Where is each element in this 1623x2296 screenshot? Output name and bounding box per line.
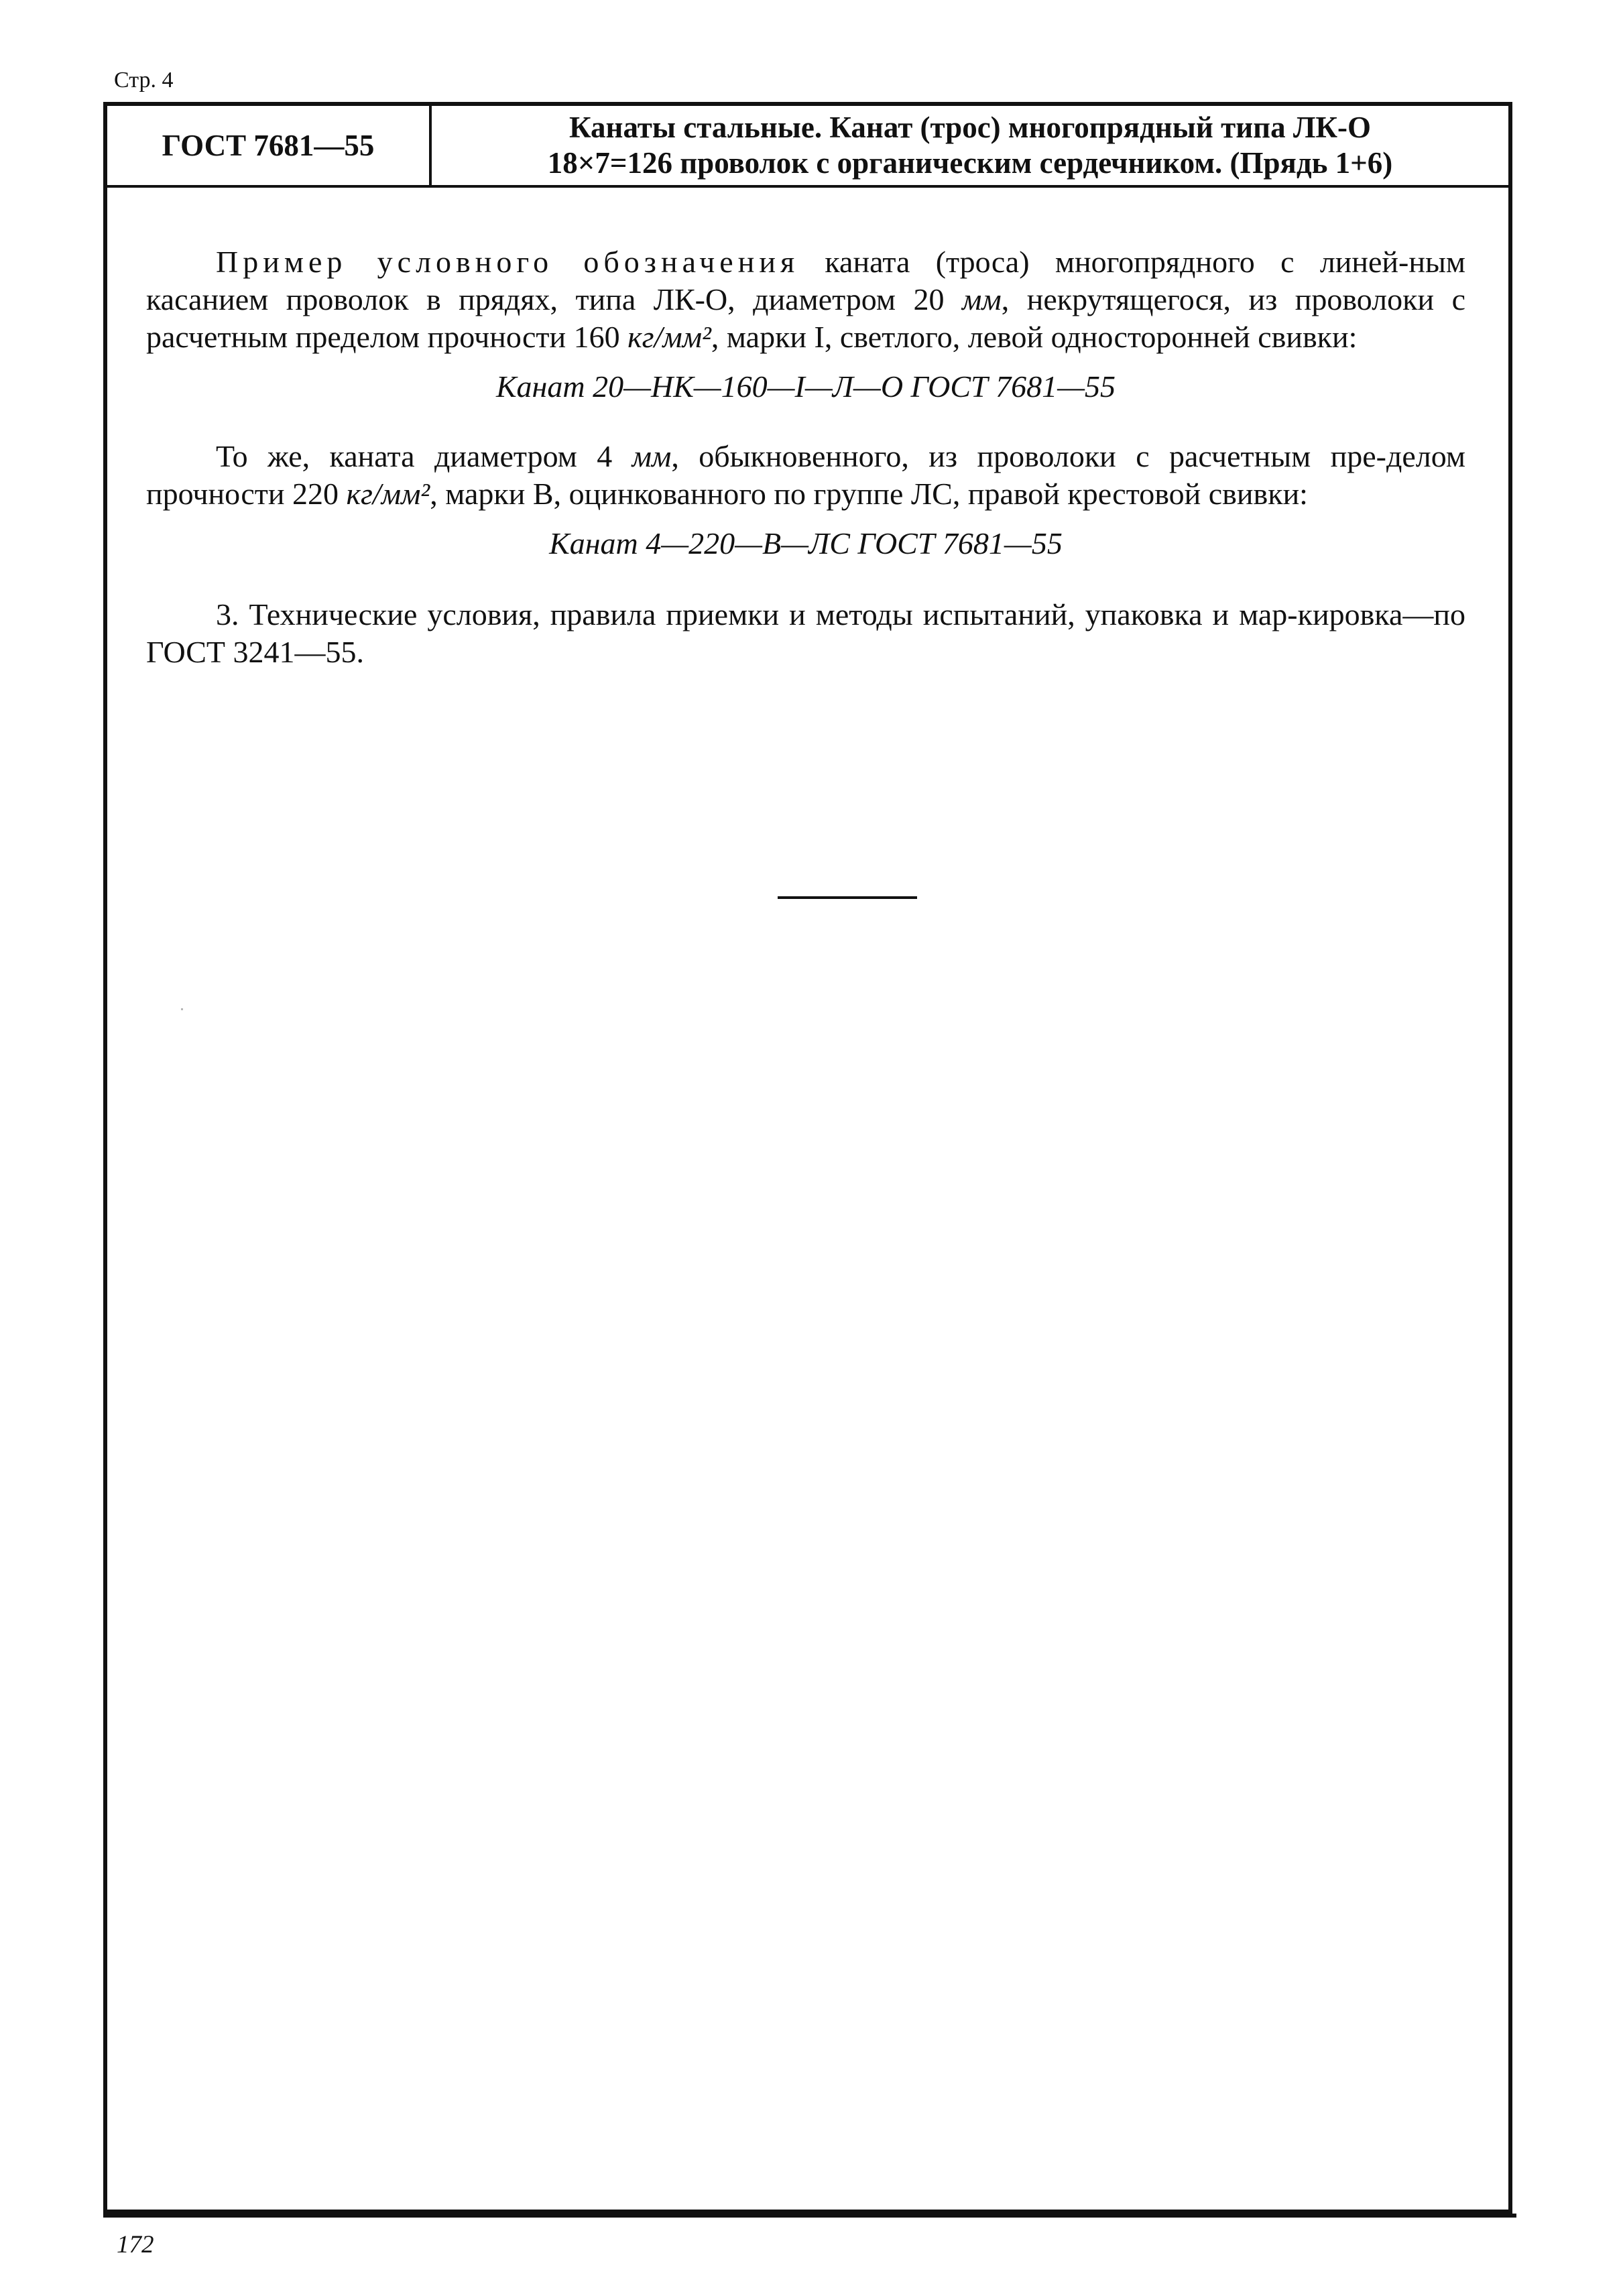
second-strength-unit: кг/мм² xyxy=(346,477,430,511)
page-label: Стр. 4 xyxy=(114,68,174,93)
same-example-paragraph xyxy=(146,438,1465,513)
title-line-1: Канаты стальные. Канат (трос) многопрядный типа ЛК-О xyxy=(569,111,1371,144)
bottom-border-line xyxy=(103,2214,1516,2218)
second-millimeter-unit: мм xyxy=(632,439,672,473)
example-text: каната (троса) многопрядного с линей-ным касанием проволок в прядях, типа ЛК-О, диаметром 20 xyxy=(146,245,1465,316)
same-example-text-continued: , обыкновенного, из проволоки с расчетным пре-делом прочности 220 xyxy=(146,439,1465,511)
document-content xyxy=(146,243,1465,671)
example-paragraph xyxy=(146,243,1465,356)
document-frame xyxy=(103,102,1512,2214)
rope-designation-example-2: Канат 4—220—В—ЛС ГОСТ 7681—55 xyxy=(549,526,1063,560)
document-header xyxy=(107,106,1508,188)
page-number: 172 xyxy=(117,2231,154,2258)
title-lines xyxy=(484,110,1456,181)
same-example-text-final: , марки В, оцинкованного по группе ЛС, правой крестовой свивки: xyxy=(430,477,1308,511)
example-text-continued: , некрутящегося, из проволоки с расчетным пределом прочности 160 xyxy=(146,282,1465,354)
millimeter-unit: мм xyxy=(962,282,1002,316)
strength-unit: кг/мм² xyxy=(627,320,711,354)
standard-number: ГОСТ 7681—55 xyxy=(107,106,432,185)
rope-designation-example-1: Канат 20—НК—160—I—Л—О ГОСТ 7681—55 xyxy=(496,369,1116,404)
document-title xyxy=(432,106,1508,185)
example-label: Пример условного обозначения xyxy=(216,245,800,279)
same-example-text: То же, каната диаметром 4 xyxy=(216,439,613,473)
scan-mark xyxy=(181,1008,183,1010)
example-text-final: , марки I, светлого, левой односторонней свивки: xyxy=(711,320,1358,354)
title-line-2: 18×7=126 проволок с органическим сердечником. (Прядь 1+6) xyxy=(547,146,1393,180)
short-divider xyxy=(778,896,917,899)
section-3: 3. Технические условия, правила приемки и методы испытаний, упаковка и мар-кировка—по ГОСТ 3241—55. xyxy=(146,597,1465,669)
